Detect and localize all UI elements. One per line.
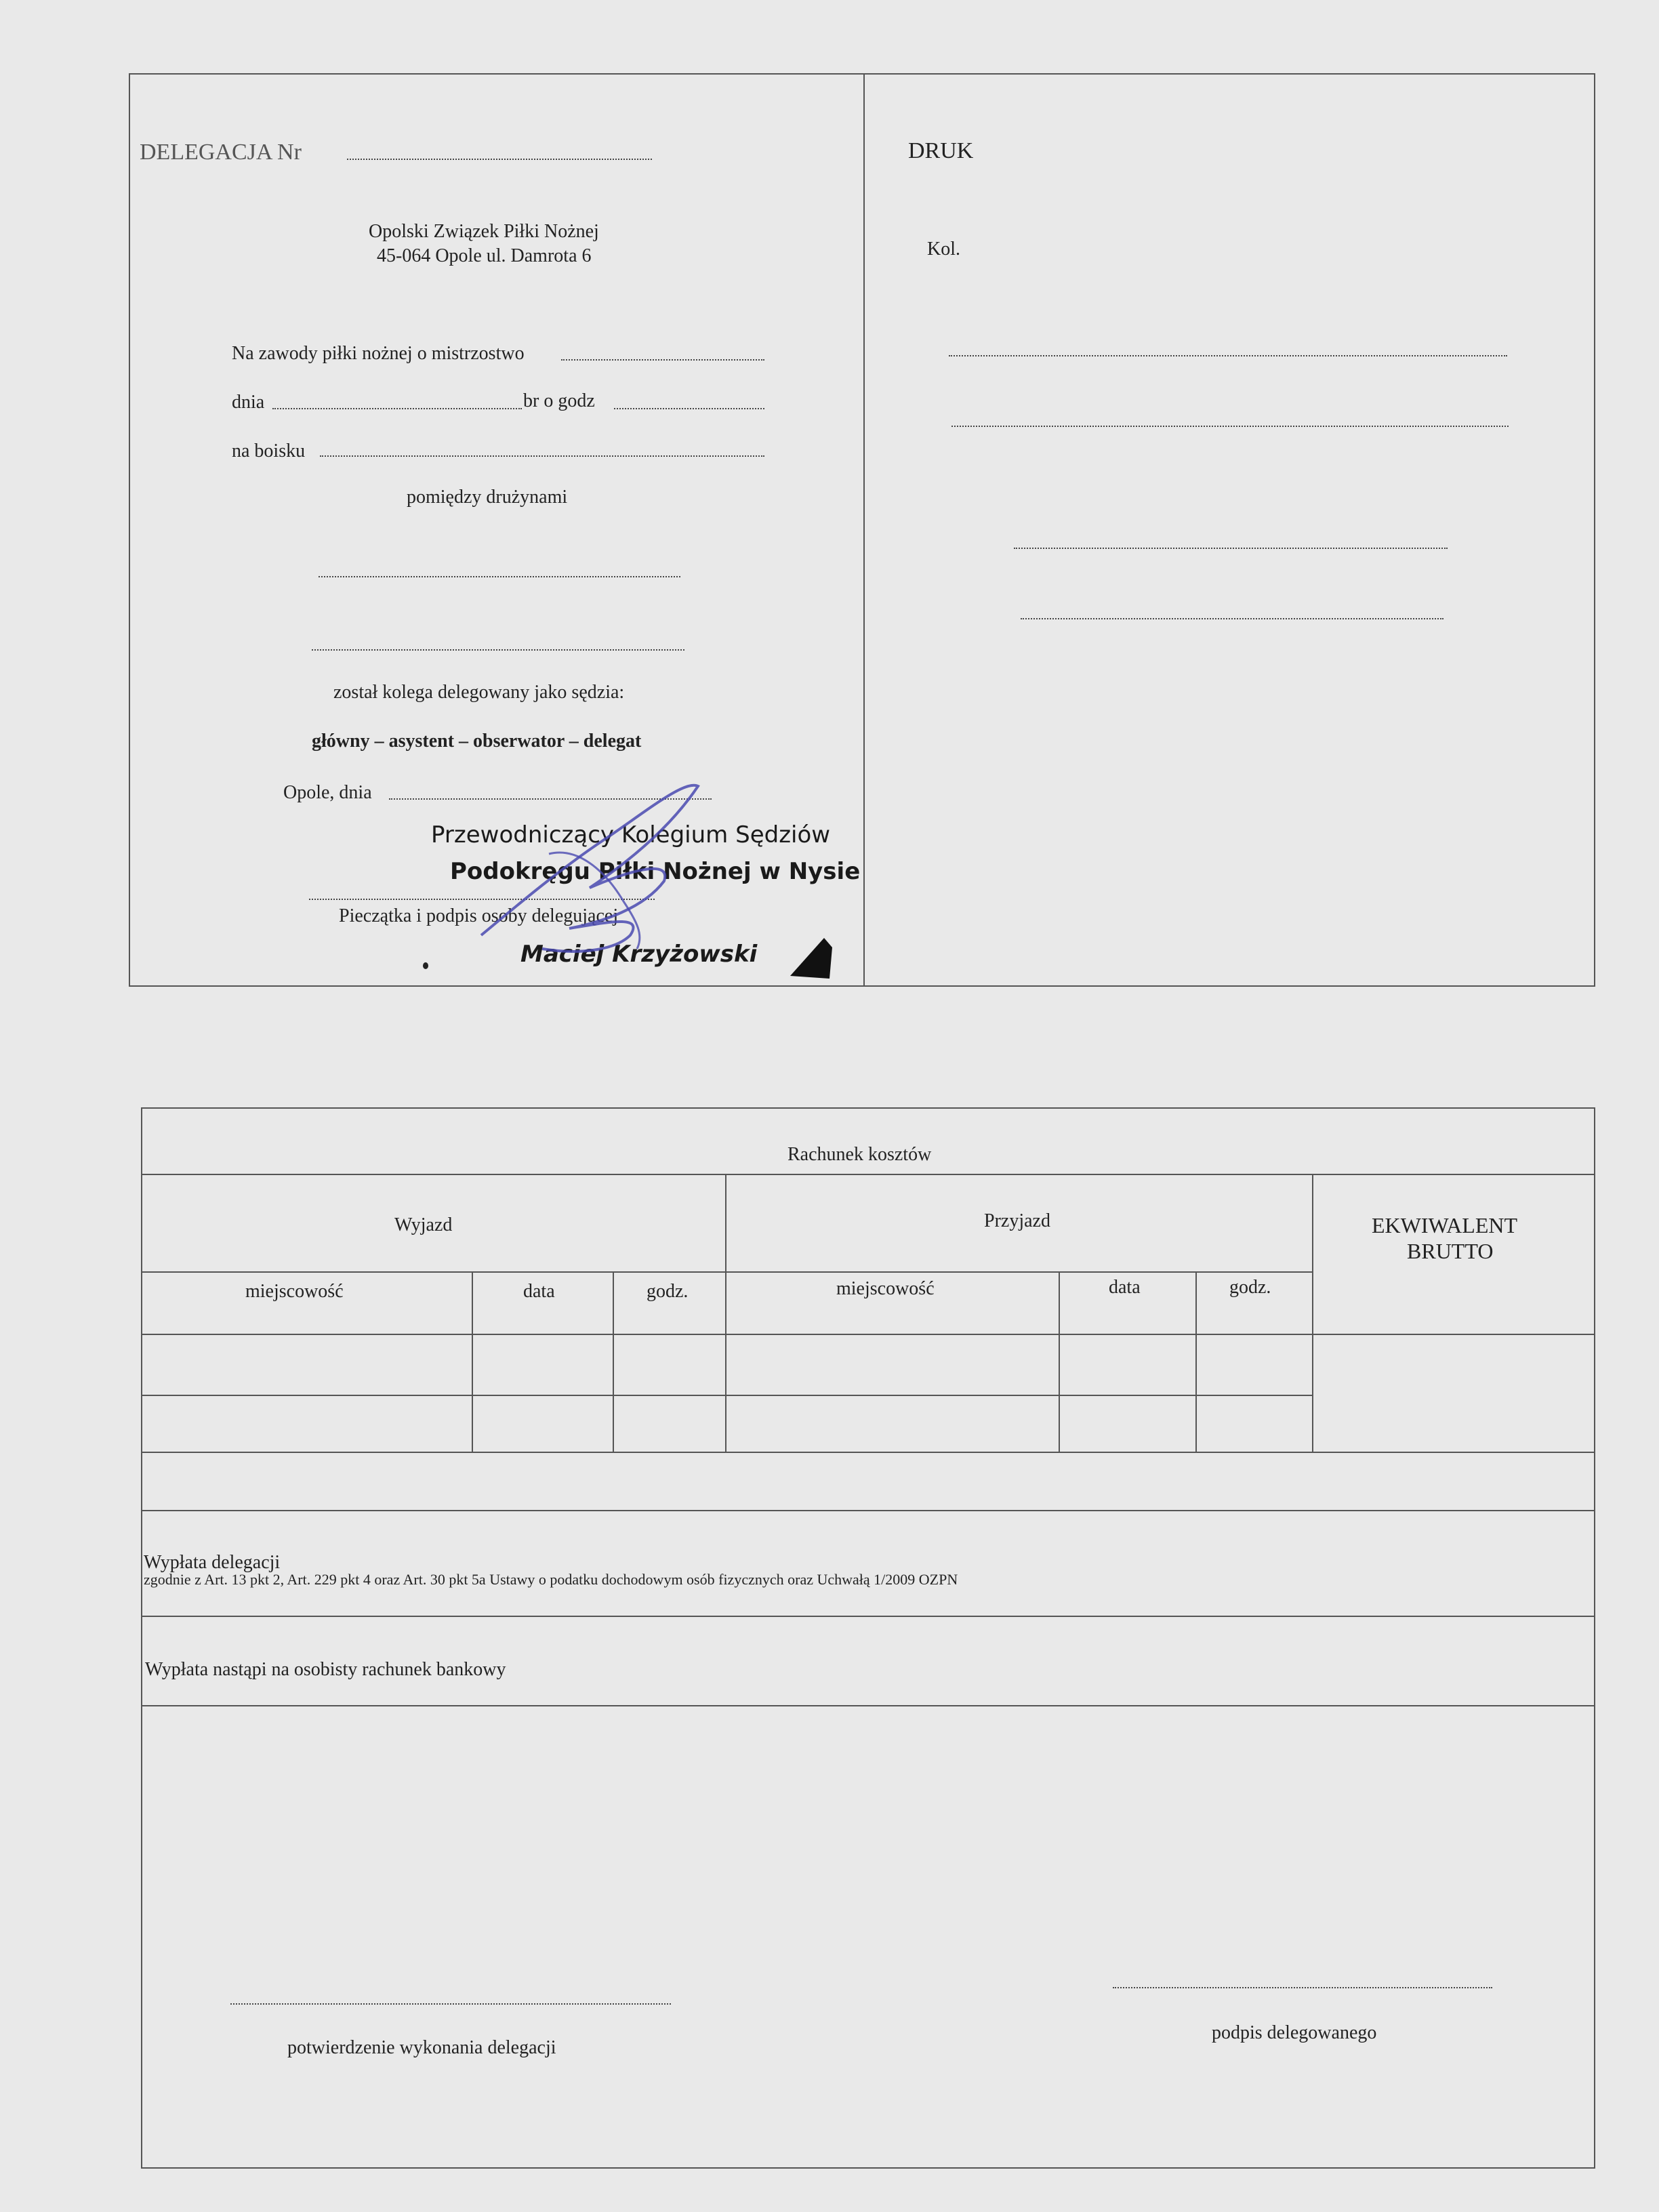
time-label: br o godz: [523, 390, 595, 411]
delegate-signature-label: podpis delegowanego: [1212, 2022, 1377, 2043]
time-field[interactable]: [614, 408, 764, 409]
confirmation-label: potwierdzenie wykonania delegacji: [287, 2037, 556, 2058]
delegation-card: [129, 73, 1595, 987]
subheader-top: [141, 1271, 1312, 1273]
championship-label: Na zawody piłki nożnej o mistrzostwo: [232, 343, 525, 364]
rows-bottom: [141, 1452, 1595, 1453]
card-divider: [863, 73, 865, 987]
championship-field[interactable]: [561, 359, 764, 361]
delegate-signature-field[interactable]: [1113, 1987, 1492, 1988]
recipient-line-3[interactable]: [1014, 548, 1448, 549]
kol-label: Kol.: [927, 239, 960, 260]
row-divider: [141, 1395, 1312, 1396]
arr-col-date: data: [1109, 1277, 1141, 1298]
dep-col-place: miejscowość: [245, 1281, 344, 1302]
cost-account-form: [141, 1107, 1595, 2169]
arr-eq-divider: [1312, 1174, 1313, 1452]
arr-col-time: godz.: [1229, 1277, 1271, 1298]
field-label: na boisku: [232, 441, 306, 462]
team-one-field[interactable]: [319, 576, 680, 577]
blank-row-bottom: [141, 1510, 1595, 1511]
title-underline: [141, 1174, 1595, 1175]
delegation-title: DELEGACJA Nr: [140, 140, 302, 165]
departure-header: Wyjazd: [394, 1214, 453, 1235]
field-name-field[interactable]: [320, 455, 764, 457]
stamp-corner-mark: [790, 934, 834, 981]
between-teams-label: pomiędzy drużynami: [407, 487, 568, 508]
payout-bottom: [141, 1616, 1595, 1617]
org-address: 45-064 Opole ul. Damrota 6: [377, 245, 592, 266]
stamp-caption: Pieczątka i podpis osoby delegującej: [339, 905, 619, 926]
signature-scribble: [468, 766, 739, 969]
cost-title: Rachunek kosztów: [787, 1144, 932, 1165]
payout-legal-basis: zgodnie z Art. 13 pkt 2, Art. 229 pkt 4 oraz Art. 30 pkt 5a Ustawy o podatku dochodowym osób fizycznych oraz Uchwałą 1/2009 OZPN: [144, 1571, 958, 1588]
equivalent-header-1: EKWIWALENT: [1372, 1213, 1518, 1237]
confirmation-field[interactable]: [230, 2003, 671, 2005]
subheader-bottom: [141, 1334, 1595, 1335]
recipient-line-4[interactable]: [1021, 618, 1443, 619]
recipient-line-2[interactable]: [951, 426, 1509, 427]
payout-title: Wypłata delegacji: [144, 1552, 281, 1573]
stamp-dot: [422, 961, 430, 970]
dep-col-1: [472, 1271, 473, 1452]
opole-date-label: Opole, dnia: [283, 782, 372, 803]
date-field[interactable]: [272, 408, 522, 409]
arr-col-place: miejscowość: [836, 1278, 935, 1299]
stamp-name: Maciej Krzyżowski: [520, 941, 758, 968]
payout-account-note: Wypłata nastąpi na osobisty rachunek bankowy: [145, 1659, 506, 1680]
date-label: dnia: [232, 392, 265, 413]
arr-col-1: [1059, 1271, 1060, 1452]
recipient-line-1[interactable]: [949, 355, 1507, 356]
dep-col-date: data: [523, 1281, 555, 1302]
dep-col-time: godz.: [647, 1281, 689, 1302]
referee-roles: główny – asystent – obserwator – delegat: [312, 731, 642, 752]
dep-arr-divider: [725, 1174, 726, 1452]
equivalent-header-2: BRUTTO: [1407, 1239, 1494, 1263]
dep-col-2: [613, 1271, 614, 1452]
account-bottom: [141, 1705, 1595, 1706]
stamp-line-1: Przewodniczący Kolegium Sędziów: [431, 821, 831, 848]
stamp-line-2: Podokręgu Piłki Nożnej w Nysie: [450, 858, 861, 885]
team-two-field[interactable]: [312, 649, 684, 651]
delegation-number-field[interactable]: [347, 159, 652, 160]
arr-col-2: [1195, 1271, 1197, 1452]
org-name: Opolski Związek Piłki Nożnej: [369, 221, 599, 242]
druk-title: DRUK: [908, 138, 974, 163]
delegated-as-label: został kolega delegowany jako sędzia:: [333, 682, 625, 703]
arrival-header: Przyjazd: [984, 1210, 1050, 1231]
